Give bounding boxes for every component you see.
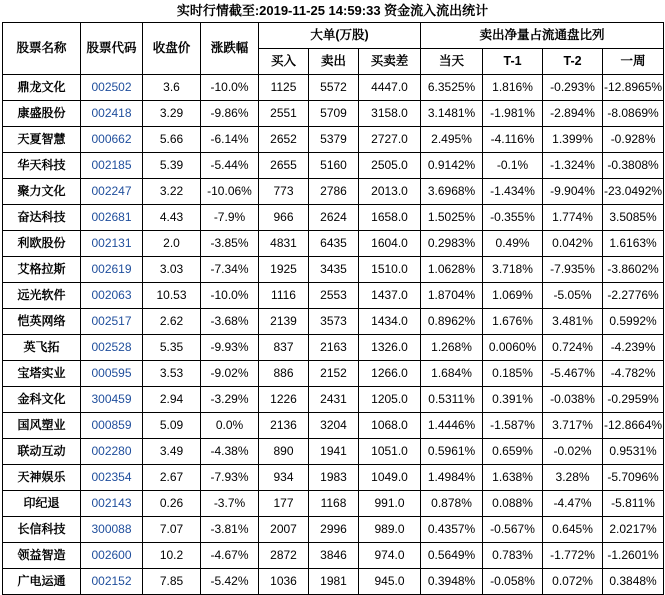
cell-close-price: 2.62	[143, 309, 201, 335]
cell-ratio-today: 0.5961%	[421, 439, 483, 465]
col-header-code: 股票代码	[81, 23, 143, 75]
header-row-groups	[3, 23, 664, 49]
cell-big-buy: 886	[259, 361, 309, 387]
cell-big-sell: 5709	[309, 101, 359, 127]
cell-close-price: 5.35	[143, 335, 201, 361]
cell-ratio-t2: 1.774%	[543, 205, 603, 231]
stock-flow-table	[2, 22, 664, 595]
cell-ratio-today: 0.878%	[421, 491, 483, 517]
cell-ratio-t1: 1.069%	[483, 283, 543, 309]
cell-big-sell: 5160	[309, 153, 359, 179]
cell-ratio-today: 0.2983%	[421, 231, 483, 257]
cell-ratio-t2: -0.293%	[543, 75, 603, 101]
cell-ratio-t1: -0.058%	[483, 569, 543, 595]
cell-ratio-today: 1.4446%	[421, 413, 483, 439]
cell-big-sell: 3573	[309, 309, 359, 335]
cell-ratio-t1: 0.0060%	[483, 335, 543, 361]
table-row[interactable]	[3, 127, 664, 153]
table-row[interactable]	[3, 569, 664, 595]
cell-ratio-t2: 1.399%	[543, 127, 603, 153]
cell-buy-sell-diff: 974.0	[359, 543, 421, 569]
cell-ratio-week: -5.7096%	[603, 465, 664, 491]
cell-change-pct: -7.34%	[201, 257, 259, 283]
cell-ratio-week: 1.6163%	[603, 231, 664, 257]
cell-stock-code: 300459	[81, 387, 143, 413]
cell-big-sell: 2431	[309, 387, 359, 413]
cell-ratio-t2: -7.935%	[543, 257, 603, 283]
page-title: 实时行情截至:2019-11-25 14:59:33 资金流入流出统计	[176, 3, 489, 18]
cell-close-price: 7.07	[143, 517, 201, 543]
cell-ratio-t2: 0.072%	[543, 569, 603, 595]
cell-ratio-week: -12.8965%	[603, 75, 664, 101]
cell-ratio-t2: -9.904%	[543, 179, 603, 205]
table-row[interactable]	[3, 387, 664, 413]
cell-stock-name: 聚力文化	[3, 179, 81, 205]
cell-big-buy: 934	[259, 465, 309, 491]
cell-change-pct: -4.67%	[201, 543, 259, 569]
cell-change-pct: -4.38%	[201, 439, 259, 465]
cell-ratio-week: -4.239%	[603, 335, 664, 361]
cell-ratio-today: 0.3948%	[421, 569, 483, 595]
cell-stock-name: 宝塔实业	[3, 361, 81, 387]
cell-ratio-t1: 0.185%	[483, 361, 543, 387]
cell-close-price: 5.09	[143, 413, 201, 439]
cell-ratio-t2: 0.724%	[543, 335, 603, 361]
cell-big-buy: 177	[259, 491, 309, 517]
cell-ratio-t1: -0.1%	[483, 153, 543, 179]
cell-big-buy: 2139	[259, 309, 309, 335]
table-row[interactable]	[3, 517, 664, 543]
cell-ratio-week: 2.0217%	[603, 517, 664, 543]
col-group-big-orders: 大单(万股)	[259, 23, 421, 49]
cell-ratio-today: 0.5311%	[421, 387, 483, 413]
cell-stock-code: 002280	[81, 439, 143, 465]
cell-close-price: 7.85	[143, 569, 201, 595]
table-row[interactable]	[3, 231, 664, 257]
col-header-buy: 买入	[259, 49, 309, 75]
cell-change-pct: -3.7%	[201, 491, 259, 517]
cell-buy-sell-diff: 1434.0	[359, 309, 421, 335]
cell-stock-code: 002152	[81, 569, 143, 595]
cell-stock-name: 远光软件	[3, 283, 81, 309]
cell-ratio-week: -3.8602%	[603, 257, 664, 283]
cell-change-pct: -9.93%	[201, 335, 259, 361]
table-row[interactable]	[3, 413, 664, 439]
cell-big-buy: 1116	[259, 283, 309, 309]
cell-stock-code: 002418	[81, 101, 143, 127]
cell-big-buy: 2655	[259, 153, 309, 179]
cell-ratio-t2: -1.772%	[543, 543, 603, 569]
col-header-t1: T-1	[483, 49, 543, 75]
cell-stock-name: 艾格拉斯	[3, 257, 81, 283]
cell-close-price: 3.6	[143, 75, 201, 101]
cell-change-pct: -10.0%	[201, 283, 259, 309]
cell-ratio-t1: -1.434%	[483, 179, 543, 205]
table-row[interactable]	[3, 543, 664, 569]
cell-stock-name: 华天科技	[3, 153, 81, 179]
cell-buy-sell-diff: 1051.0	[359, 439, 421, 465]
table-row[interactable]	[3, 153, 664, 179]
cell-big-sell: 5572	[309, 75, 359, 101]
cell-stock-name: 天神娱乐	[3, 465, 81, 491]
cell-stock-name: 联动互动	[3, 439, 81, 465]
cell-big-buy: 1125	[259, 75, 309, 101]
cell-big-buy: 966	[259, 205, 309, 231]
cell-change-pct: -10.06%	[201, 179, 259, 205]
cell-ratio-week: -5.811%	[603, 491, 664, 517]
cell-stock-code: 002681	[81, 205, 143, 231]
cell-ratio-today: 1.8704%	[421, 283, 483, 309]
cell-close-price: 0.26	[143, 491, 201, 517]
cell-change-pct: -9.86%	[201, 101, 259, 127]
cell-big-sell: 2786	[309, 179, 359, 205]
cell-ratio-week: -0.3808%	[603, 153, 664, 179]
cell-big-sell: 2996	[309, 517, 359, 543]
cell-stock-code: 002619	[81, 257, 143, 283]
cell-ratio-today: 3.1481%	[421, 101, 483, 127]
col-header-name: 股票名称	[3, 23, 81, 75]
cell-buy-sell-diff: 1658.0	[359, 205, 421, 231]
cell-ratio-t2: -0.038%	[543, 387, 603, 413]
cell-change-pct: -3.29%	[201, 387, 259, 413]
table-row[interactable]	[3, 101, 664, 127]
col-header-t2: T-2	[543, 49, 603, 75]
cell-close-price: 10.2	[143, 543, 201, 569]
cell-ratio-week: -23.0492%	[603, 179, 664, 205]
cell-close-price: 4.43	[143, 205, 201, 231]
table-row[interactable]	[3, 335, 664, 361]
col-group-net-sell-ratio: 卖出净量占流通盘比列	[421, 23, 664, 49]
cell-big-buy: 4831	[259, 231, 309, 257]
table-row[interactable]	[3, 439, 664, 465]
cell-stock-code: 002502	[81, 75, 143, 101]
cell-buy-sell-diff: 2505.0	[359, 153, 421, 179]
cell-close-price: 5.66	[143, 127, 201, 153]
cell-ratio-t1: 1.638%	[483, 465, 543, 491]
cell-ratio-today: 0.9142%	[421, 153, 483, 179]
cell-big-sell: 1981	[309, 569, 359, 595]
cell-stock-code: 002600	[81, 543, 143, 569]
cell-big-sell: 2163	[309, 335, 359, 361]
cell-ratio-t1: 1.676%	[483, 309, 543, 335]
table-body	[3, 75, 664, 595]
cell-buy-sell-diff: 989.0	[359, 517, 421, 543]
cell-close-price: 2.67	[143, 465, 201, 491]
cell-stock-code: 002354	[81, 465, 143, 491]
cell-stock-name: 长信科技	[3, 517, 81, 543]
cell-ratio-t1: -1.981%	[483, 101, 543, 127]
cell-buy-sell-diff: 1326.0	[359, 335, 421, 361]
cell-big-buy: 1925	[259, 257, 309, 283]
cell-stock-code: 002517	[81, 309, 143, 335]
cell-change-pct: -10.0%	[201, 75, 259, 101]
cell-big-buy: 890	[259, 439, 309, 465]
cell-stock-code: 002247	[81, 179, 143, 205]
cell-ratio-t1: 0.088%	[483, 491, 543, 517]
cell-stock-name: 鼎龙文化	[3, 75, 81, 101]
cell-stock-code: 000595	[81, 361, 143, 387]
cell-ratio-today: 1.4984%	[421, 465, 483, 491]
table-row[interactable]	[3, 257, 664, 283]
cell-ratio-t2: 3.481%	[543, 309, 603, 335]
cell-stock-code: 002185	[81, 153, 143, 179]
cell-stock-name: 国风塑业	[3, 413, 81, 439]
table-row[interactable]	[3, 361, 664, 387]
cell-ratio-t2: 3.28%	[543, 465, 603, 491]
cell-big-sell: 3435	[309, 257, 359, 283]
cell-big-sell: 3204	[309, 413, 359, 439]
cell-ratio-t2: -2.894%	[543, 101, 603, 127]
cell-ratio-week: 0.3848%	[603, 569, 664, 595]
cell-stock-name: 奋达科技	[3, 205, 81, 231]
cell-stock-name: 康盛股份	[3, 101, 81, 127]
cell-close-price: 3.49	[143, 439, 201, 465]
cell-ratio-today: 0.8962%	[421, 309, 483, 335]
table-row[interactable]	[3, 283, 664, 309]
cell-ratio-t2: -5.467%	[543, 361, 603, 387]
cell-buy-sell-diff: 1049.0	[359, 465, 421, 491]
cell-close-price: 2.0	[143, 231, 201, 257]
cell-ratio-today: 0.5649%	[421, 543, 483, 569]
cell-ratio-today: 1.5025%	[421, 205, 483, 231]
cell-stock-code: 000859	[81, 413, 143, 439]
cell-ratio-today: 0.4357%	[421, 517, 483, 543]
cell-close-price: 3.53	[143, 361, 201, 387]
cell-ratio-t1: 0.659%	[483, 439, 543, 465]
cell-ratio-week: -1.2601%	[603, 543, 664, 569]
cell-ratio-t1: 0.391%	[483, 387, 543, 413]
cell-ratio-t1: 0.49%	[483, 231, 543, 257]
cell-buy-sell-diff: 1266.0	[359, 361, 421, 387]
table-row[interactable]	[3, 465, 664, 491]
cell-ratio-t1: 1.816%	[483, 75, 543, 101]
cell-big-sell: 2152	[309, 361, 359, 387]
cell-close-price: 10.53	[143, 283, 201, 309]
cell-ratio-t1: -1.587%	[483, 413, 543, 439]
cell-buy-sell-diff: 3158.0	[359, 101, 421, 127]
cell-ratio-t2: -1.324%	[543, 153, 603, 179]
cell-buy-sell-diff: 1437.0	[359, 283, 421, 309]
cell-change-pct: -5.44%	[201, 153, 259, 179]
cell-ratio-week: 0.9531%	[603, 439, 664, 465]
cell-stock-name: 金科文化	[3, 387, 81, 413]
cell-stock-code: 300088	[81, 517, 143, 543]
table-row[interactable]	[3, 491, 664, 517]
cell-ratio-week: -2.2776%	[603, 283, 664, 309]
cell-ratio-week: 3.5085%	[603, 205, 664, 231]
cell-close-price: 5.39	[143, 153, 201, 179]
col-header-diff: 买卖差	[359, 49, 421, 75]
cell-big-buy: 773	[259, 179, 309, 205]
cell-buy-sell-diff: 2013.0	[359, 179, 421, 205]
cell-big-sell: 2624	[309, 205, 359, 231]
cell-ratio-week: -4.782%	[603, 361, 664, 387]
table-row[interactable]	[3, 75, 664, 101]
cell-buy-sell-diff: 1604.0	[359, 231, 421, 257]
cell-change-pct: -7.9%	[201, 205, 259, 231]
cell-close-price: 3.22	[143, 179, 201, 205]
col-header-change: 涨跌幅	[201, 23, 259, 75]
cell-big-sell: 3846	[309, 543, 359, 569]
cell-stock-name: 英飞拓	[3, 335, 81, 361]
col-header-sell: 卖出	[309, 49, 359, 75]
cell-ratio-t1: -0.355%	[483, 205, 543, 231]
col-header-today: 当天	[421, 49, 483, 75]
cell-ratio-t2: -5.05%	[543, 283, 603, 309]
table-row[interactable]	[3, 179, 664, 205]
col-header-price: 收盘价	[143, 23, 201, 75]
cell-buy-sell-diff: 945.0	[359, 569, 421, 595]
cell-big-sell: 5379	[309, 127, 359, 153]
cell-big-buy: 2551	[259, 101, 309, 127]
cell-ratio-week: 0.5992%	[603, 309, 664, 335]
cell-stock-name: 天夏智慧	[3, 127, 81, 153]
cell-ratio-t2: -4.47%	[543, 491, 603, 517]
cell-ratio-t1: -4.116%	[483, 127, 543, 153]
cell-big-buy: 2872	[259, 543, 309, 569]
cell-ratio-t1: 3.718%	[483, 257, 543, 283]
col-header-week: 一周	[603, 49, 664, 75]
cell-change-pct: -3.81%	[201, 517, 259, 543]
cell-buy-sell-diff: 1510.0	[359, 257, 421, 283]
cell-ratio-t2: 3.717%	[543, 413, 603, 439]
cell-big-buy: 2652	[259, 127, 309, 153]
cell-ratio-week: -12.8664%	[603, 413, 664, 439]
cell-change-pct: 0.0%	[201, 413, 259, 439]
cell-ratio-week: -0.928%	[603, 127, 664, 153]
cell-big-buy: 2136	[259, 413, 309, 439]
cell-change-pct: -6.14%	[201, 127, 259, 153]
cell-change-pct: -3.68%	[201, 309, 259, 335]
cell-stock-code: 002143	[81, 491, 143, 517]
cell-ratio-t1: -0.567%	[483, 517, 543, 543]
cell-ratio-t2: 0.645%	[543, 517, 603, 543]
cell-close-price: 3.03	[143, 257, 201, 283]
cell-change-pct: -7.93%	[201, 465, 259, 491]
cell-big-buy: 2007	[259, 517, 309, 543]
table-row[interactable]	[3, 205, 664, 231]
cell-close-price: 3.29	[143, 101, 201, 127]
cell-buy-sell-diff: 4447.0	[359, 75, 421, 101]
cell-ratio-t1: 0.783%	[483, 543, 543, 569]
cell-ratio-today: 1.268%	[421, 335, 483, 361]
cell-stock-name: 恺英网络	[3, 309, 81, 335]
cell-big-buy: 1226	[259, 387, 309, 413]
cell-ratio-today: 1.0628%	[421, 257, 483, 283]
cell-ratio-today: 3.6968%	[421, 179, 483, 205]
cell-stock-code: 002528	[81, 335, 143, 361]
cell-ratio-today: 6.3525%	[421, 75, 483, 101]
cell-ratio-today: 1.684%	[421, 361, 483, 387]
cell-big-sell: 6435	[309, 231, 359, 257]
cell-change-pct: -9.02%	[201, 361, 259, 387]
table-row[interactable]	[3, 309, 664, 335]
cell-stock-code: 000662	[81, 127, 143, 153]
cell-big-sell: 1983	[309, 465, 359, 491]
cell-stock-name: 领益智造	[3, 543, 81, 569]
cell-ratio-today: 2.495%	[421, 127, 483, 153]
cell-big-sell: 1941	[309, 439, 359, 465]
cell-buy-sell-diff: 1205.0	[359, 387, 421, 413]
cell-stock-name: 印纪退	[3, 491, 81, 517]
cell-buy-sell-diff: 2727.0	[359, 127, 421, 153]
cell-stock-name: 利欧股份	[3, 231, 81, 257]
cell-big-buy: 837	[259, 335, 309, 361]
cell-ratio-week: -0.2959%	[603, 387, 664, 413]
cell-close-price: 2.94	[143, 387, 201, 413]
cell-change-pct: -5.42%	[201, 569, 259, 595]
cell-stock-code: 002063	[81, 283, 143, 309]
cell-ratio-week: -8.0869%	[603, 101, 664, 127]
cell-stock-name: 广电运通	[3, 569, 81, 595]
cell-big-sell: 1168	[309, 491, 359, 517]
cell-ratio-t2: 0.042%	[543, 231, 603, 257]
cell-ratio-t2: -0.02%	[543, 439, 603, 465]
cell-stock-code: 002131	[81, 231, 143, 257]
cell-change-pct: -3.85%	[201, 231, 259, 257]
cell-big-sell: 2553	[309, 283, 359, 309]
cell-big-buy: 1036	[259, 569, 309, 595]
cell-buy-sell-diff: 1068.0	[359, 413, 421, 439]
table-header	[3, 23, 664, 75]
cell-buy-sell-diff: 991.0	[359, 491, 421, 517]
